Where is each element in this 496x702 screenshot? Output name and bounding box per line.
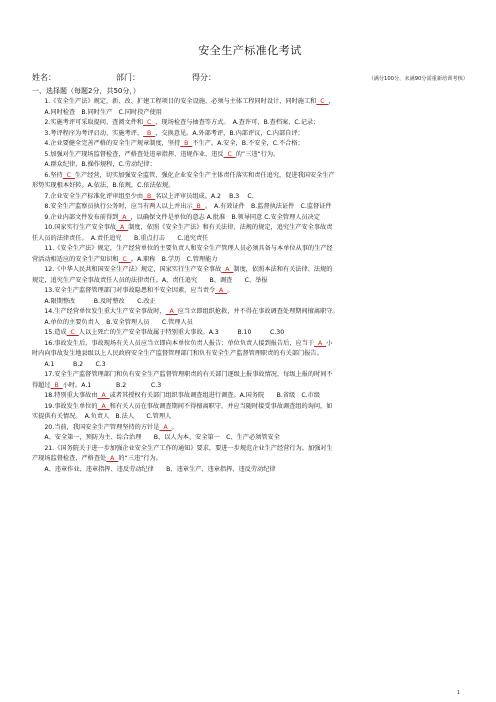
section-title: 一、选择题（每题2分，共50分，） — [32, 87, 140, 95]
question-line — [32, 402, 468, 413]
answer-mark: C — [66, 329, 79, 336]
question-line — [32, 244, 468, 255]
line-text: 15.造成 — [32, 329, 67, 336]
answer-mark: B — [180, 140, 193, 147]
line-text: 16.事故发生后，事故现场有关人员应当立即向本单位负责人报告；单位负责人接到报告后，应当于 — [32, 339, 315, 347]
line-text-tail: 。 — [227, 287, 234, 294]
line-text: 12.《中华人民共和国安全生产法》规定，国家实行生产安全事故 — [32, 266, 222, 273]
line-text-tail: 生产经营，切实加强安全监管，强化企业安全生产主体责任落实和责任追究，促进我国安全生产 — [74, 171, 335, 179]
line-text: 规定，追究生产安全事故责任人员的法律责任。A、责任追究 B、调查 C、举报 — [32, 276, 268, 284]
line-text: A.群众纪律，B.操作规程，C.劳动纪律； — [32, 161, 156, 168]
question-line — [32, 129, 468, 140]
line-text: 9.企业内部文件发布前得到 — [32, 213, 119, 221]
question-line — [32, 276, 468, 287]
line-text-tail: 制度，依照本法和有关法律、法规的 — [233, 266, 333, 273]
question-line — [32, 223, 468, 234]
question-line — [32, 360, 468, 371]
question-line — [32, 444, 468, 455]
line-text: 11.《安全生产法》规定，生产经营单位的主要负责人和安全生产管理人员必须具备与本单位从事的生产经 — [32, 245, 333, 252]
question-line — [32, 108, 468, 119]
line-text-tail: 的“三违”行为。 — [118, 455, 162, 462]
question-line — [32, 160, 468, 171]
question-line — [32, 139, 468, 150]
question-line — [32, 328, 468, 339]
line-text: A、违章作业、违章指挥、违反劳动纪律 B、违章生产、违章指挥、违反劳动纪律 — [32, 465, 276, 473]
page-number: 1 — [456, 690, 460, 696]
line-text: 产现场监督检查，严格查处 — [32, 455, 107, 462]
answer-mark: B — [192, 203, 205, 210]
line-text-tail: 应当立即组织抢救，并不得在事故调查处理期间擅离职守。 — [177, 308, 339, 315]
answer-mark: B — [143, 192, 156, 200]
answer-mark: A — [165, 308, 178, 315]
question-line — [32, 412, 468, 423]
line-text-tail: 、现场检查与抽查等方式。 A.查许可，B.查档案，C.记录； — [155, 119, 320, 126]
line-text-tail: 。 A.有效证件 B.监督执法证件 C.监督证件 — [204, 203, 332, 210]
line-text-tail: 。 — [171, 423, 178, 431]
answer-mark: B — [50, 381, 63, 389]
line-text-tail: 小时。A.1 B.2 C.3 — [62, 381, 162, 389]
line-text: 2.实施考评可采取提问、查阅文件和 — [32, 119, 144, 126]
line-text-tail: 的”三违“行为。 — [235, 150, 280, 158]
question-line — [32, 192, 468, 203]
question-line — [32, 318, 468, 329]
line-text: A.限期整改 B.及时整改 C.改正 — [32, 297, 156, 305]
line-text-tail: ， — [328, 98, 335, 105]
line-text-tail: ，以确保文件是单位的意志 A.批准 B.领导同意 C.安全管理人员决定 — [130, 213, 321, 221]
answer-mark: C — [62, 171, 75, 179]
line-text: A.同时检查 B.同时生产 C.同时投产使用 — [32, 108, 162, 116]
answer-mark: B — [143, 129, 156, 137]
exam-title: 安全生产标准化考试 — [198, 44, 302, 57]
question-line — [32, 433, 468, 444]
line-text: 20.当前，我国安全生产管理坚持的方针是 — [32, 423, 160, 431]
line-text: 营活动相适应的安全生产知识和 — [32, 255, 119, 263]
question-line — [32, 339, 468, 350]
question-line — [32, 255, 468, 266]
line-text: 时内向事故发生地县级以上人民政府安全生产监督管理部门和负有安全生产监督管理职责的有关部门报告。 — [32, 350, 323, 357]
line-text: 14.生产经营单位发生重大生产安全事故时， — [32, 308, 166, 315]
question-line — [32, 171, 468, 182]
line-text: A、安全第一，预防为主、综合治理 B、以人为本，安全第一 C、生产必须管安全 — [32, 434, 280, 441]
question-line — [32, 391, 468, 402]
question-line — [32, 465, 468, 476]
line-text-tail: 、交换意见。A.外部考评，B.内部评议，C.内部自评； — [155, 129, 304, 137]
question-line — [32, 423, 468, 434]
line-text: 任人员的法律责任。 A.责任追究 B.重点打击 C.追究责任 — [32, 234, 209, 242]
question-line — [32, 118, 468, 129]
line-text-tail: 人以上死亡的生产安全事故属于特别重大事故。A.3 B.10 C.30 — [78, 329, 285, 336]
answer-mark: C — [316, 98, 329, 105]
line-text-tail: 小 — [326, 339, 333, 347]
line-text: 实提供有关情况。 A.负责人 B.法人 C.管理人 — [32, 413, 172, 420]
line-text-tail: 制度，依照《安全生产法》和有关法律、法规的规定，追究生产安全事故责 — [128, 224, 333, 231]
answer-mark: A — [221, 266, 234, 273]
line-text: 21.《国务院关于进一步加强企业安全生产工作的通知》要求，要进一步规范企业生产经营行为。加强对生 — [32, 444, 333, 452]
question-line — [32, 234, 468, 245]
answer-mark: A — [116, 224, 129, 231]
answer-mark: A — [97, 402, 110, 410]
answer-mark: C — [223, 150, 236, 158]
line-text: 17.安全生产监督管理部门和负有安全生产监督管理职责的有关部门逐级上报事故情况，每级上报的时间不 — [32, 371, 333, 378]
line-text: 6.坚持 — [32, 171, 63, 179]
line-text: 13.安全生产监督管理部门对事故隐患和不安全因素，应当责令 — [32, 287, 216, 294]
score-label: 得分： — [192, 73, 216, 82]
line-text: 7.企业安全生产标准化评审组至少由 — [32, 192, 144, 200]
question-line — [32, 381, 468, 392]
line-text: 得超过 — [32, 381, 51, 389]
question-line — [32, 202, 468, 213]
line-text-tail: 。A.职称 B.学历 C.管理能力 — [130, 255, 218, 263]
dept-label: 部门： — [116, 73, 140, 82]
question-line — [32, 150, 468, 161]
answer-mark: A — [159, 423, 172, 431]
line-text-tail: 不生产。A.安全，B.不安全，C.不合格； — [192, 140, 304, 147]
line-text: A.1 B.2 C.3 — [32, 360, 106, 368]
exam-header — [32, 72, 468, 84]
answer-mark: A — [106, 455, 119, 462]
question-line — [32, 370, 468, 381]
question-line — [32, 307, 468, 318]
name-label: 姓名： — [32, 73, 56, 82]
question-line — [32, 97, 468, 108]
line-text: 4.企业要健全完善严格的安全生产规章制度，坚持 — [32, 140, 181, 147]
answer-mark: A — [97, 392, 110, 399]
answer-mark: C — [143, 119, 156, 126]
line-text-tail: 和有关人员在事故调查期间不得擅离职守，并应当随时接受事故调查组的询问，如 — [109, 402, 333, 410]
question-line — [32, 454, 468, 465]
line-text: 形势实现根本好转。A.依法，B.依规，C.依法依规。 — [32, 182, 175, 189]
answer-mark: C — [118, 255, 131, 263]
line-text-tail: 名以上评审员组成。A.2 B.3 C. — [155, 192, 254, 200]
line-text: 19.事故发生单位的 — [32, 402, 98, 410]
line-text: 1.《安全生产法》规定，新、改、扩建工程项目的安全设施，必须与主体工程同时设计、同时施工和 — [32, 98, 317, 105]
question-line — [32, 213, 468, 224]
line-text: 3.考评程序为考评启动、实施考评、 — [32, 129, 144, 137]
line-text: A.单位的主要负责人 B.安全管理人员 C.管理人员 — [32, 318, 193, 326]
line-text-tail: 或者其授权有关部门组织事故调查组进行调查。A.国务院 B.省级 C.市级 — [109, 392, 321, 399]
question-line — [32, 297, 468, 308]
line-text: 5.加强对生产现场监督检查，严格查处违章指挥、违规作业、违反 — [32, 150, 224, 158]
question-line — [32, 265, 468, 276]
question-line — [32, 286, 468, 297]
answer-mark: A — [215, 287, 228, 294]
line-text: 8.安全生产监察员执行公务时，应当有两人以上并出示 — [32, 203, 193, 210]
question-line — [32, 181, 468, 192]
score-note: （满分100分，未满90分需重新培训考核） — [368, 76, 468, 82]
line-text: 10.国家实行生产安全事故 — [32, 224, 117, 231]
question-line — [32, 349, 468, 360]
question-list — [32, 97, 468, 475]
answer-mark: A — [118, 213, 131, 221]
line-text: 18.特别重大事故由 — [32, 392, 98, 399]
answer-mark: A — [314, 339, 327, 347]
